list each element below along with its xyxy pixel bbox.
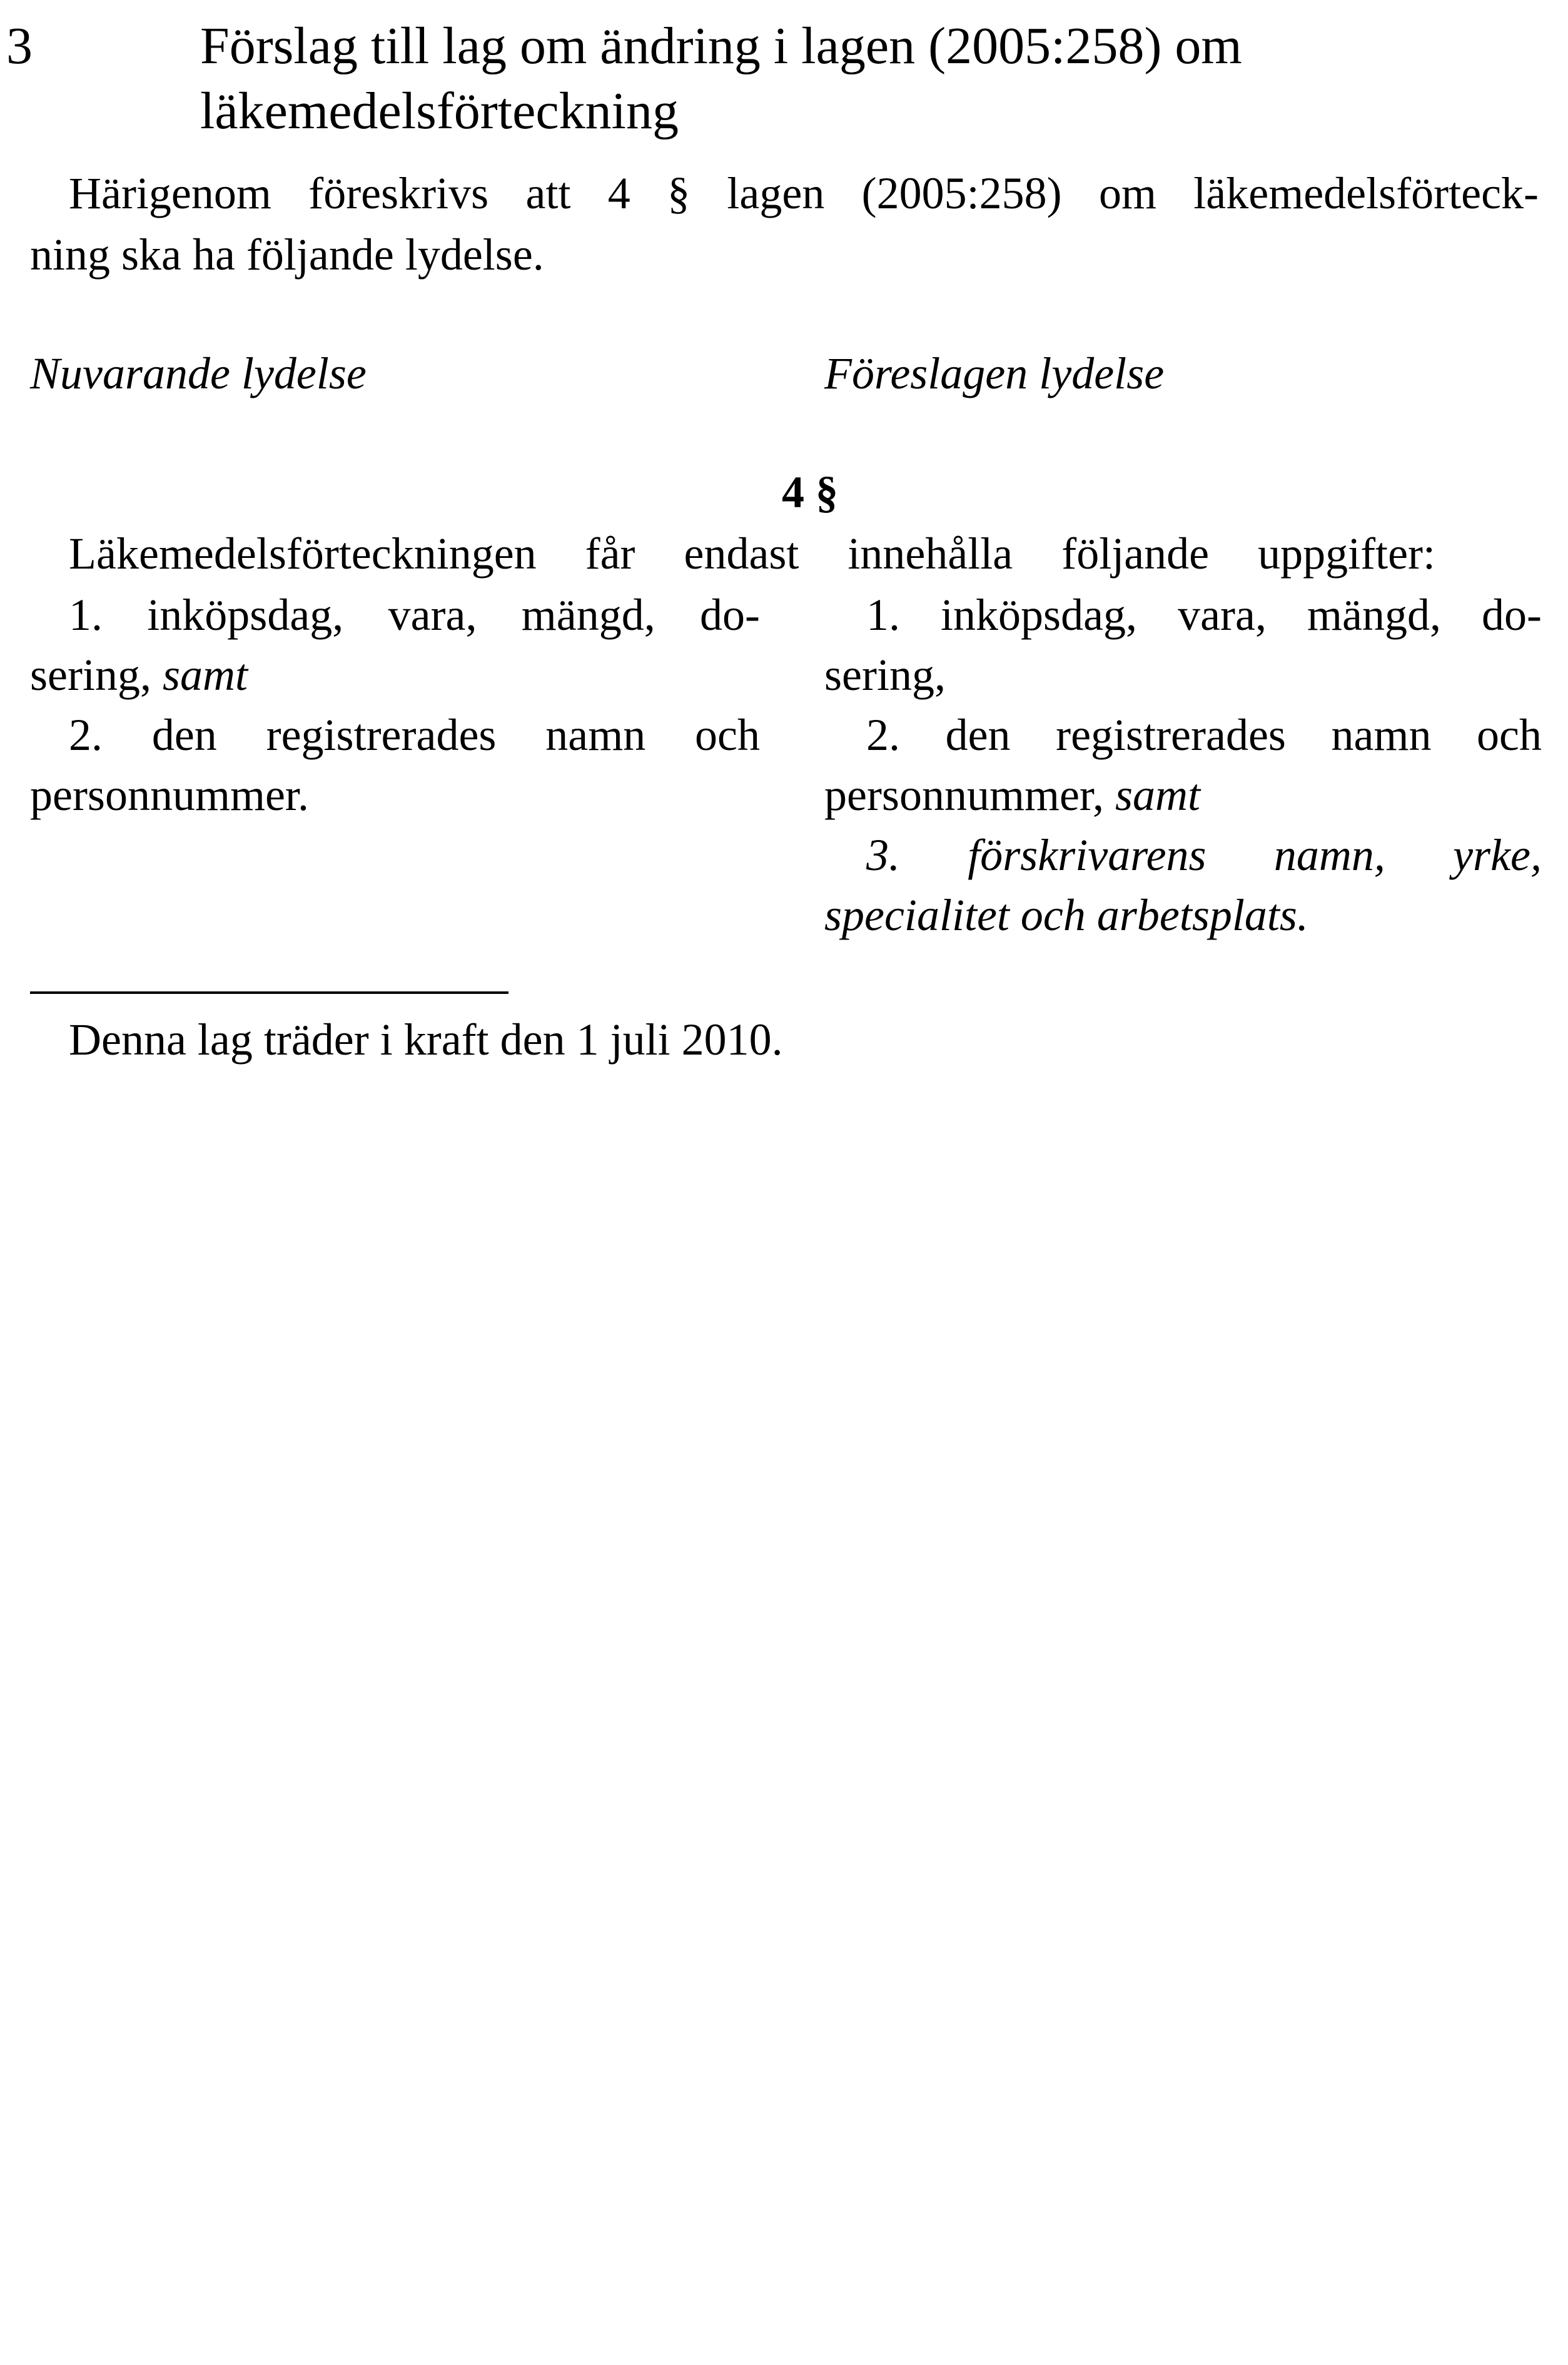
proposed-item-2-samt: samt <box>1115 770 1201 820</box>
proposed-item-3-line-2: specialitet och arbetsplats. <box>824 890 1308 940</box>
heading-title-line-1: Förslag till lag om ändring i lagen (2005:258) om <box>200 17 1242 75</box>
proposed-column-header: Föreslagen lydelse <box>824 348 1165 398</box>
section-lead: Läkemedelsförteckningen får endast innehålla följande uppgifter: <box>69 529 1435 579</box>
intro-line-2: ning ska ha följande lydelse. <box>30 230 544 280</box>
proposed-item-3-line-1: 3. förskrivarens namn, yrke, <box>866 830 1542 880</box>
intro-line-1: Härigenom föreskrivs att 4 § lagen (2005:258) om läkemedelsförteck- <box>69 168 1539 218</box>
proposed-item-1-line-1: 1. inköpsdag, vara, mängd, do- <box>866 590 1542 640</box>
current-item-1-samt: samt <box>162 650 248 700</box>
heading-number: 3 <box>6 17 33 75</box>
proposed-item-1-line-2: sering, <box>824 650 946 700</box>
footnote-text: Denna lag träder i kraft den 1 juli 2010. <box>69 1015 783 1065</box>
current-column-header: Nuvarande lydelse <box>30 348 367 398</box>
heading-title-line-2: läkemedelsförteckning <box>200 82 679 140</box>
current-item-2-line-2: personnummer. <box>30 770 309 820</box>
proposed-item-2-line-1: 2. den registrerades namn och <box>866 710 1542 760</box>
current-item-1-line-2-text: sering, <box>30 650 163 700</box>
current-item-1-line-1: 1. inköpsdag, vara, mängd, do- <box>69 590 760 640</box>
current-item-2-line-1: 2. den registrerades namn och <box>69 710 760 760</box>
current-item-1-line-2 <box>30 646 248 704</box>
section-label: 4 § <box>782 467 838 517</box>
footnote-rule <box>30 991 508 994</box>
proposed-item-2-line-2 <box>824 766 1200 824</box>
proposed-item-2-line-2-text: personnummer, <box>824 770 1116 820</box>
